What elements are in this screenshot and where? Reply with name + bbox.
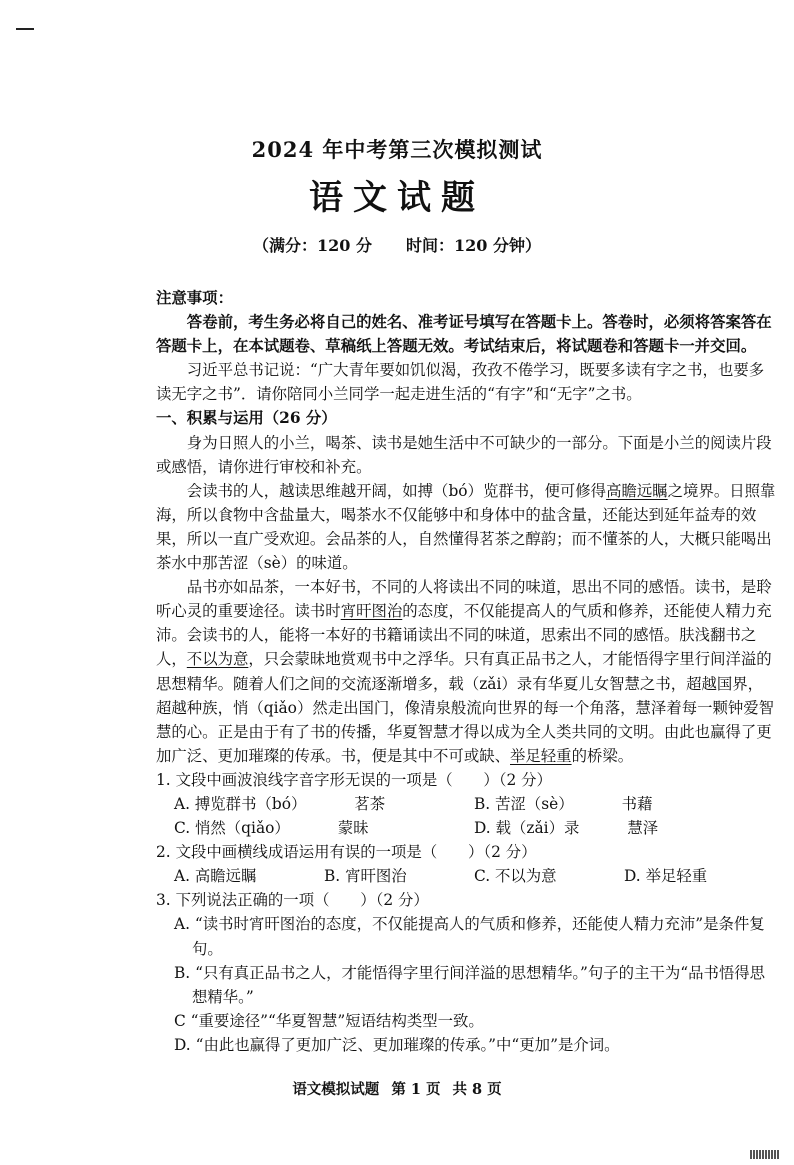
option-b[interactable]: B. 宵旰图治 bbox=[324, 867, 407, 886]
question-3-stem: 3. 下列说法正确的一项（ ）（2 分） bbox=[156, 891, 429, 910]
section-lead: 身为日照人的小兰，喝茶、读书是她生活中不可缺少的一部分。下面是小兰的阅读片段或感悟，请你进行审校和补充。 bbox=[156, 433, 772, 476]
passage-paragraph-2 bbox=[156, 575, 776, 768]
option-c[interactable]: C. 不以为意 bbox=[474, 867, 557, 886]
section-title: 一、积累与运用（26 分） bbox=[156, 409, 337, 428]
question-1-options-row bbox=[156, 792, 776, 816]
intro-paragraph: 习近平总书记说：“广大青年要如饥似渴，孜孜不倦学习，既要多读有字之书，也要多读无字之书”．请你陪同小兰同学一起走进生活的“有字”和“无字”之书。 bbox=[156, 361, 765, 404]
underlined-idiom: 举足轻重 bbox=[510, 746, 572, 765]
notice-body: 答卷前，考生务必将自己的姓名、准考证号填写在答题卡上。答卷时，必须将答案答在答题卡上，在本试题卷、草稿纸上答题无效。考试结束后，将试题卷和答题卡一并交回。 bbox=[156, 313, 772, 356]
option-a[interactable]: A. “读书时宵旰图治的态度，不仅能提高人的气质和修养，还能使人精力充沛”是条件复句。 bbox=[174, 915, 765, 958]
option-c[interactable]: C. 悄然（qiǎo） 蒙昧 bbox=[174, 819, 369, 838]
passage-text: 的态度，不仅能提高人的气质和修养，还能使人精力充沛。会读书的人，能将一本好的书籍诵读出不同的味道，思索出不同的感悟。肤浅翻书之人， bbox=[156, 602, 772, 669]
question-2-options-row bbox=[156, 864, 776, 888]
subject-title: 语文试题 bbox=[309, 178, 485, 218]
underlined-idiom: 宵旰图治 bbox=[340, 602, 403, 621]
question-1-options-row bbox=[156, 816, 776, 840]
underlined-idiom: 高瞻远瞩 bbox=[606, 481, 668, 500]
exam-content bbox=[156, 286, 776, 1057]
option-d[interactable]: D. “由此也赢得了更加广泛、更加璀璨的传承。”中“更加”是介词。 bbox=[174, 1035, 620, 1054]
footer-subject: 语文模拟试题 bbox=[292, 1081, 380, 1098]
option-a[interactable]: A. 搏览群书（bó） 茗茶 bbox=[174, 794, 386, 813]
passage-text: 品书亦如品茶，一本好书，不同的人将读出不同的味道，思出不同的感悟。读书，是聆听心灵的重要途径。读书时 bbox=[156, 578, 772, 621]
option-b[interactable]: B. 苦涩（sè） 书藉 bbox=[474, 794, 653, 813]
passage-text: 会读书的人，越读思维越开阔，如搏（bó）览群书，便可修得 bbox=[186, 481, 607, 500]
question-2-stem: 2. 文段中画横线成语运用有误的一项是（ ）（2 分） bbox=[156, 843, 537, 862]
option-a[interactable]: A. 高瞻远瞩 bbox=[174, 867, 257, 886]
option-c[interactable]: C “重要途径”“华夏智慧”短语结构类型一致。 bbox=[174, 1011, 484, 1030]
option-d[interactable]: D. 载（zǎi）录 慧泽 bbox=[474, 819, 659, 838]
option-b[interactable]: B. “只有真正品书之人，才能悟得字里行间洋溢的思想精华。”句子的主干为“品书悟得思想精华。” bbox=[174, 963, 766, 1006]
full-score: （满分：120 分 bbox=[253, 236, 372, 255]
page-footer bbox=[0, 1078, 794, 1099]
exam-time: 时间：120 分钟） bbox=[406, 236, 541, 255]
watermark-logo bbox=[750, 1150, 780, 1159]
footer-total-pages: 共 8 页 bbox=[452, 1081, 502, 1098]
passage-paragraph-1 bbox=[156, 479, 776, 575]
passage-text: 之境界。日照靠海，所以食物中含盐量大，喝茶水不仅能够中和身体中的盐含量，还能达到延年益寿的效果，所以一直广受欢迎。会品茶的人，自然懂得茗茶之醇韵；而不懂茶的人，大概只能喝出茶水中那苦涩（sè）的味道。 bbox=[156, 481, 776, 573]
passage-text: 的桥梁。 bbox=[571, 746, 634, 765]
footer-page-number: 第 1 页 bbox=[391, 1081, 441, 1098]
underlined-idiom: 不以为意 bbox=[186, 650, 249, 669]
exam-info bbox=[0, 233, 794, 256]
exam-title: 2024 年中考第三次模拟测试 bbox=[251, 137, 543, 162]
notice-title: 注意事项： bbox=[156, 289, 233, 307]
passage-text: ，只会蒙昧地赏观书中之浮华。只有真正品书之人，才能悟得字里行间洋溢的思想精华。随着人们之间的交流逐渐增多，载（zǎi）录有华夏儿女智慧之书，超越国界，超越种族，悄（qiǎo）然走出国门，像清泉般流向世界的每一个角落，慧泽着每一颗钟爱智慧的心。正是由于有了书的传播，华夏智慧才得以成为全人类共同的文明。由此也赢得了更加广泛、更加璀璨的传承。书，便是其中不可或缺、 bbox=[156, 650, 775, 765]
corner-mark bbox=[16, 28, 34, 30]
question-1-stem: 1. 文段中画波浪线字音字形无误的一项是（ ）（2 分） bbox=[156, 770, 552, 789]
option-d[interactable]: D. 举足轻重 bbox=[624, 867, 708, 886]
